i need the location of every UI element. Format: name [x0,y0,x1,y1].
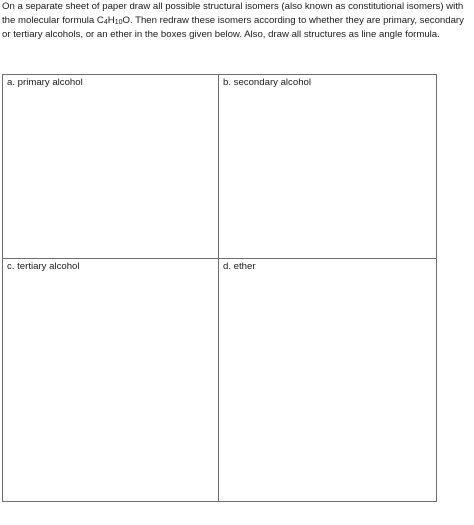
instructions-text [2,0,472,42]
formula-subscript-4: 4 [103,19,108,26]
formula-subscript-10: 10 [114,19,123,26]
box-label-primary-alcohol: a. primary alcohol [7,77,83,88]
instructions-part2: H [107,15,115,26]
answer-grid [2,74,437,502]
answer-box-ether[interactable] [219,259,436,501]
box-label-secondary-alcohol: b. secondary alcohol [223,77,311,88]
box-label-ether: d. ether [223,261,256,272]
box-label-tertiary-alcohol: c. tertiary alcohol [7,261,80,272]
answer-box-tertiary-alcohol[interactable] [3,259,219,501]
answer-box-primary-alcohol[interactable] [3,75,219,259]
instructions-part3: O. Then redraw these isomers according to whether they are primary, secondary or tertiary alcohols, or an ether in the boxes given below. Also, draw all structures as line angle formula. [2,15,464,40]
answer-box-secondary-alcohol[interactable] [219,75,436,259]
instructions-part1: On a separate sheet of paper draw all possible structural isomers (also known as constitutional isomers) with the molecular formula C [2,1,464,26]
